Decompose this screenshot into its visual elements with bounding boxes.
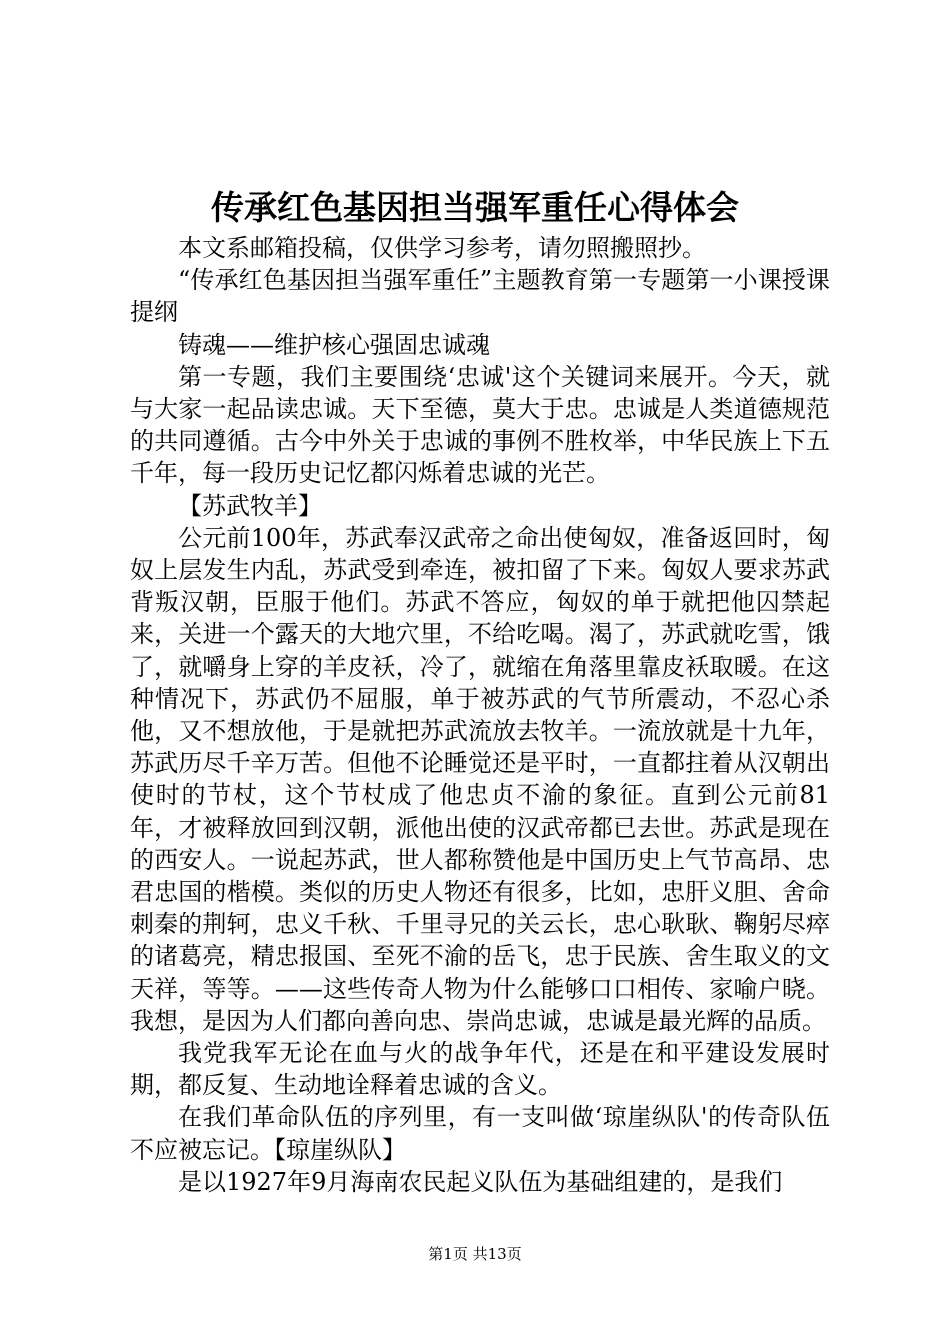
page-number-footer: 第1页 共13页 xyxy=(428,1245,522,1263)
document-title: 传承红色基因担当强军重任心得体会 xyxy=(211,188,739,227)
paragraph-lecture-outline: “传承红色基因担当强军重任”主题教育第一专题第一小课授课提纲 xyxy=(130,266,830,327)
paragraph-suwu-story: 公元前100年，苏武奉汉武帝之命出使匈奴，准备返回时，匈奴上层发生内乱，苏武受到牵连，被扣留了下来。匈奴人要求苏武背叛汉朝，臣服于他们。苏武不答应，匈奴的单于就把他囚禁起来，关进一个露天的大地穴里，不给吃喝。渴了，苏武就吃雪，饿了，就嚼身上穿的羊皮袄，冷了，就缩在角落里靠皮袄取暖。在这种情况下，苏武仍不屈服，单于被苏武的气节所震动，不忍心杀他，又不想放他，于是就把苏武流放去牧羊。一流放就是十九年，苏武历尽千辛万苦。但他不论睡觉还是平时，一直都拄着从汉朝出使时的节杖，这个节杖成了他忠贞不渝的象征。直到公元前81年，才被释放回到汉朝，派他出使的汉武帝都已去世。苏武是现在的西安人。一说起苏武，世人都称赞他是中国历史上气节高昂、忠君忠国的楷模。类似的历史人物还有很多，比如，忠肝义胆、舍命刺秦的荆轲，忠义千秋、千里寻兄的关云长，忠心耿耿、鞠躬尽瘁的诸葛亮，精忠报国、至死不渝的岳飞，忠于民族、舍生取义的文天祥，等等。——这些传奇人物为什么能够口口相传、家喻户晓。我想，是因为人们都向善向忠、崇尚忠诚，忠诚是最光辉的品质。 xyxy=(130,523,830,1035)
paragraph-disclaimer: 本文系邮箱投稿，仅供学习参考，请勿照搬照抄。 xyxy=(178,234,706,262)
paragraph-subtitle: 铸魂——维护核心强固忠诚魂 xyxy=(178,330,490,359)
paragraph-qiongya-story: 是以1927年9月海南农民起义队伍为基础组建的，是我们 xyxy=(178,1167,783,1196)
paragraph-heading-suwu: 【苏武牧羊】 xyxy=(178,491,322,520)
document-body xyxy=(130,232,830,1198)
paragraph-party-army: 我党我军无论在血与火的战争年代，还是在和平建设发展时期，都反复、生动地诠释着忠诚的含义。 xyxy=(130,1039,830,1100)
paragraph-intro: 第一专题，我们主要围绕‘忠诚'这个关键词来展开。今天，就与大家一起品读忠诚。天下至德，莫大于忠。忠诚是人类道德规范的共同遵循。古今中外关于忠诚的事例不胜枚举，中华民族上下五千年，每一段历史记忆都闪烁着忠诚的光芒。 xyxy=(130,362,830,488)
paragraph-qiongya-intro: 在我们革命队伍的序列里，有一支叫做‘琼崖纵队'的传奇队伍不应被忘记。【琼崖纵队】 xyxy=(130,1103,830,1164)
